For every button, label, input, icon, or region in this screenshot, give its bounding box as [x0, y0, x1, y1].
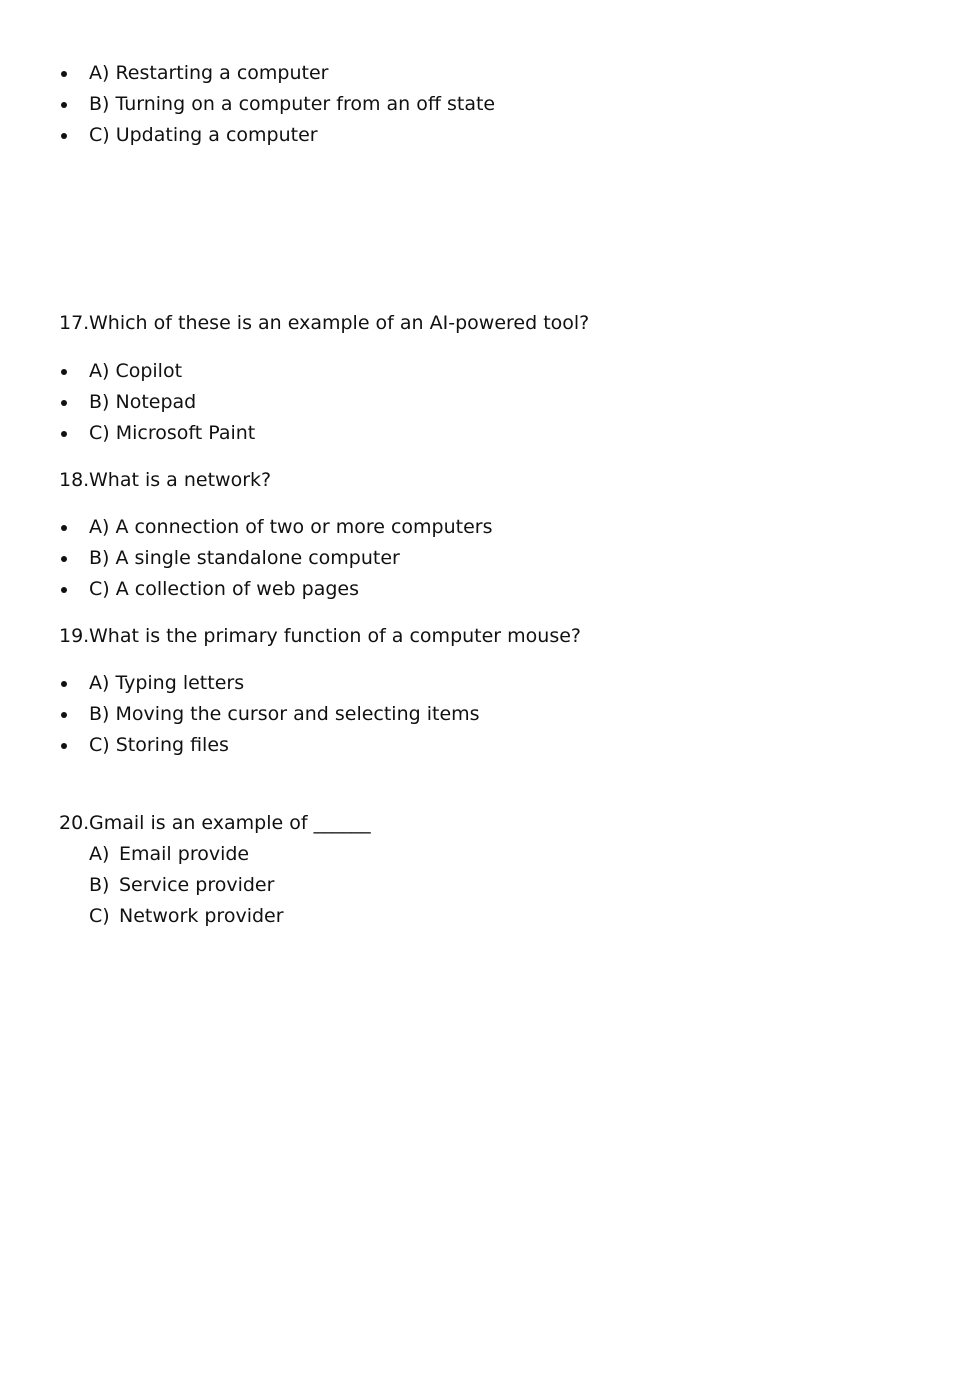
q16-options: [59, 58, 495, 151]
q20-option-a-text: Email provide: [119, 843, 250, 865]
q17-option-b: B) Notepad: [59, 387, 255, 418]
q20-option-c: [89, 901, 284, 932]
q19-option-a: A) Typing letters: [59, 668, 480, 699]
q20-option-a: [89, 839, 284, 870]
q18-option-c: C) A collection of web pages: [59, 574, 492, 605]
q17-option-a: A) Copilot: [59, 356, 255, 387]
q20-options: [89, 839, 284, 932]
q18-number: 18.: [59, 469, 90, 491]
q20-number: 20.: [59, 812, 90, 834]
q18-option-a: A) A connection of two or more computers: [59, 512, 492, 543]
q20-option-b-letter: B): [89, 874, 110, 896]
q20-option-c-letter: C): [89, 905, 110, 927]
q20-option-c-text: Network provider: [119, 905, 284, 927]
q17-options: [59, 356, 255, 449]
q20-text: Gmail is an example of ______: [89, 812, 371, 834]
q20-option-b-text: Service provider: [119, 874, 275, 896]
q19-option-b: B) Moving the cursor and selecting items: [59, 699, 480, 730]
q18-text: What is a network?: [89, 469, 272, 491]
q19-number: 19.: [59, 625, 90, 647]
q17-option-c: C) Microsoft Paint: [59, 418, 255, 449]
q19-options: [59, 668, 480, 761]
q20-question: [59, 808, 371, 839]
q18-option-b: B) A single standalone computer: [59, 543, 492, 574]
q19-option-c: C) Storing files: [59, 730, 480, 761]
q17-number: 17.: [59, 312, 90, 334]
q20-option-b: [89, 870, 284, 901]
q17-text: Which of these is an example of an AI-powered tool?: [89, 312, 590, 334]
q20-option-a-letter: A): [89, 843, 110, 865]
q19-question: [59, 621, 581, 652]
q17-question: [59, 308, 589, 339]
q16-option-a: A) Restarting a computer: [59, 58, 495, 89]
q18-options: [59, 512, 492, 605]
q18-question: [59, 465, 271, 496]
q19-text: What is the primary function of a computer mouse?: [89, 625, 582, 647]
q16-option-b: B) Turning on a computer from an off state: [59, 89, 495, 120]
q16-option-c: C) Updating a computer: [59, 120, 495, 151]
